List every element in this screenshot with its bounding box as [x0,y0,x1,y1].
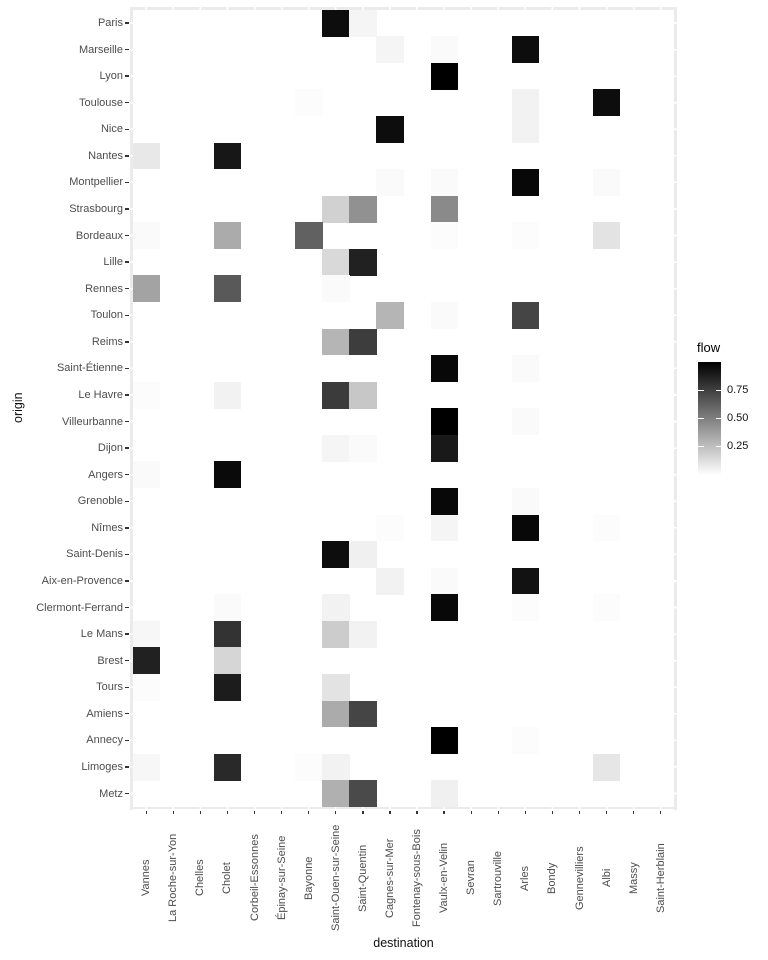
y-tick [125,421,129,422]
y-tick [125,766,129,767]
y-tick [125,102,129,103]
y-tick-label: Nice [100,123,123,136]
y-tick-label: Le Mans [80,628,123,641]
heatmap-cell [349,329,376,356]
y-tick [125,607,129,608]
panel-margin-top [130,7,677,10]
y-tick [125,660,129,661]
heatmap-cell [593,754,620,781]
heatmap-cell [322,621,349,648]
x-tick-label: Cagnes-sur-Mer [383,838,396,918]
heatmap-cell [349,780,376,807]
legend-title: flow [697,340,721,355]
y-tick [125,527,129,528]
heatmap-cell [512,222,539,249]
y-tick [125,447,129,448]
heatmap-cell [214,143,241,170]
heatmap-cell [349,382,376,409]
heatmap-cell [512,36,539,63]
y-tick-label: Annecy [86,734,123,747]
heatmap-cell [349,10,376,37]
panel-margin-right [674,7,677,810]
heatmap-cell [431,435,458,462]
heatmap-cell [322,594,349,621]
y-tick [125,182,129,183]
heatmap-cell [133,754,160,781]
heatmap-cell [214,674,241,701]
heatmap-cell [376,515,403,542]
heatmap-cell [593,515,620,542]
y-tick-label: Metz [99,787,123,800]
y-tick-label: Montpellier [69,176,123,189]
y-tick [125,208,129,209]
heatmap-cell [431,408,458,435]
heatmap-cell [431,727,458,754]
heatmap-cell [512,408,539,435]
y-tick [125,75,129,76]
heatmap-cell [322,780,349,807]
heatmap-cell [295,754,322,781]
heatmap-cell [133,621,160,648]
heatmap-cell [133,674,160,701]
x-tick-label: Cholet [221,862,234,894]
heatmap-cell [512,302,539,329]
heatmap-cell [376,116,403,143]
heatmap-cell [349,621,376,648]
y-tick [125,580,129,581]
x-tick-label: Fontenay-sous-Bois [411,829,424,927]
heatmap-cell [214,647,241,674]
y-tick [125,341,129,342]
panel-margin-bottom [130,807,677,810]
y-tick [125,22,129,23]
y-tick [125,633,129,634]
y-tick [125,793,129,794]
heatmap-cell [593,89,620,116]
y-tick-label: Toulon [90,309,123,322]
heatmap-cell [133,143,160,170]
y-tick [125,554,129,555]
heatmap-cell [431,222,458,249]
y-tick [125,155,129,156]
heatmap-cell [431,488,458,515]
y-tick-label: Tours [96,681,123,694]
heatmap-cell [593,169,620,196]
heatmap-cell [431,780,458,807]
heatmap-cell [349,435,376,462]
heatmap-cell [431,63,458,90]
y-tick-label: Nantes [88,149,123,162]
heatmap-cell [214,621,241,648]
legend-tick [716,446,722,447]
y-tick-label: Lille [103,256,123,269]
y-tick-label: Strasbourg [69,202,123,215]
heatmap-cell [431,568,458,595]
y-tick [125,315,129,316]
y-tick-label: Le Havre [78,388,123,401]
x-tick-label: La Roche-sur-Yon [167,833,180,923]
y-tick-label: Brest [97,654,123,667]
legend-tick-label: 0.25 [727,440,749,453]
y-tick [125,49,129,50]
heatmap-cell [295,222,322,249]
heatmap-cell [349,541,376,568]
heatmap-cell [431,515,458,542]
y-tick-label: Angers [88,468,123,481]
x-tick-label: Sartrouville [492,850,505,906]
heatmap-cell [295,89,322,116]
heatmap-cell [322,754,349,781]
heatmap-cell [349,196,376,223]
y-tick [125,129,129,130]
heatmap-cell [133,382,160,409]
heatmap-cell [133,275,160,302]
heatmap-cell [593,594,620,621]
y-tick-label: Dijon [97,442,123,455]
y-tick [125,474,129,475]
x-tick-label: Bayonne [302,856,315,900]
x-tick-label: Vannes [140,859,153,897]
y-axis-title: origin [11,392,25,424]
y-tick-label: Toulouse [78,96,123,109]
heatmap-cell [133,647,160,674]
heatmap-cell [431,36,458,63]
heatmap-cell [512,116,539,143]
heatmap-cell [349,701,376,728]
heatmap-cell [214,461,241,488]
y-tick-label: Amiens [86,707,123,720]
heatmap-cell [376,302,403,329]
heatmap-cell [322,10,349,37]
heatmap-cell [376,169,403,196]
heatmap-cell [322,382,349,409]
heatmap-cell [376,568,403,595]
heatmap-cell [322,275,349,302]
x-tick-label: Corbeil-Essonnes [248,834,261,922]
y-tick [125,288,129,289]
y-tick [125,368,129,369]
heatmap-cell [431,302,458,329]
x-tick-label: Saint-Herblain [654,843,667,913]
x-tick-label: Massy [627,862,640,894]
y-tick-label: Villeurbanne [62,415,123,428]
y-tick-label: Aix-en-Provence [41,574,123,587]
y-tick-label: Marseille [78,43,123,56]
heatmap-cell [322,674,349,701]
heatmap-cell [431,196,458,223]
heatmap-cell [322,249,349,276]
heatmap-cell [133,222,160,249]
heatmap-cell [512,488,539,515]
legend-tick [716,418,722,419]
y-tick-label: Grenoble [77,495,123,508]
legend-tick-label: 0.50 [727,412,749,424]
heatmap-cell [512,568,539,595]
y-tick-label: Rennes [85,282,123,295]
y-tick-label: Reims [91,335,123,348]
y-tick [125,261,129,262]
heatmap-cell [512,727,539,754]
heatmap-cell [214,222,241,249]
heatmap-cell [512,355,539,382]
y-tick-label: Nîmes [91,521,123,534]
y-tick-label: Paris [97,16,123,29]
y-tick [125,713,129,714]
x-tick-label: Chelles [194,859,207,897]
legend-tick [716,390,722,391]
y-tick [125,687,129,688]
legend-tick [698,446,704,447]
heatmap-cell [214,275,241,302]
x-tick-label: Bondy [546,862,559,894]
y-tick [125,235,129,236]
x-tick-label: Saint-Quentin [356,844,369,912]
heatmap-cell [512,594,539,621]
heatmap-cell [431,169,458,196]
x-tick-label: Épinay-sur-Seine [275,835,288,921]
y-tick-label: Lyon [99,70,123,83]
heatmap-cell [322,541,349,568]
y-tick-label: Limoges [81,760,123,773]
y-tick-label: Bordeaux [75,229,123,242]
heatmap-cell [512,89,539,116]
heatmap-cell [322,701,349,728]
x-axis-title: destination [373,936,434,950]
heatmap-cell [593,222,620,249]
heatmap-cell [214,754,241,781]
legend-tick [698,418,704,419]
legend-tick [698,390,704,391]
x-tick-label: Arles [519,865,532,891]
heatmap-cell [349,249,376,276]
y-tick-label: Saint-Denis [66,548,123,561]
y-tick [125,501,129,502]
heatmap-cell [322,435,349,462]
x-tick-label: Saint-Ouen-sur-Seine [329,824,342,932]
heatmap-cell [214,594,241,621]
y-tick-label: Saint-Étienne [56,362,123,375]
heatmap-cell [322,196,349,223]
heatmap-cell [133,461,160,488]
heatmap-cell [376,36,403,63]
x-tick-label: Albi [600,868,613,888]
x-tick-label: Vaulx-en-Velin [438,842,451,914]
x-tick-label: Gennevilliers [573,846,586,910]
heatmap-cell [431,594,458,621]
legend-tick-label: 0.75 [727,383,749,396]
heatmap-cell [512,515,539,542]
heatmap-cell [322,329,349,356]
heatmap-cell [431,355,458,382]
y-tick [125,740,129,741]
heatmap-cell [512,169,539,196]
heatmap-cell [214,382,241,409]
y-tick-label: Clermont-Ferrand [36,601,123,614]
x-tick-label: Sevran [465,860,478,896]
y-tick [125,394,129,395]
